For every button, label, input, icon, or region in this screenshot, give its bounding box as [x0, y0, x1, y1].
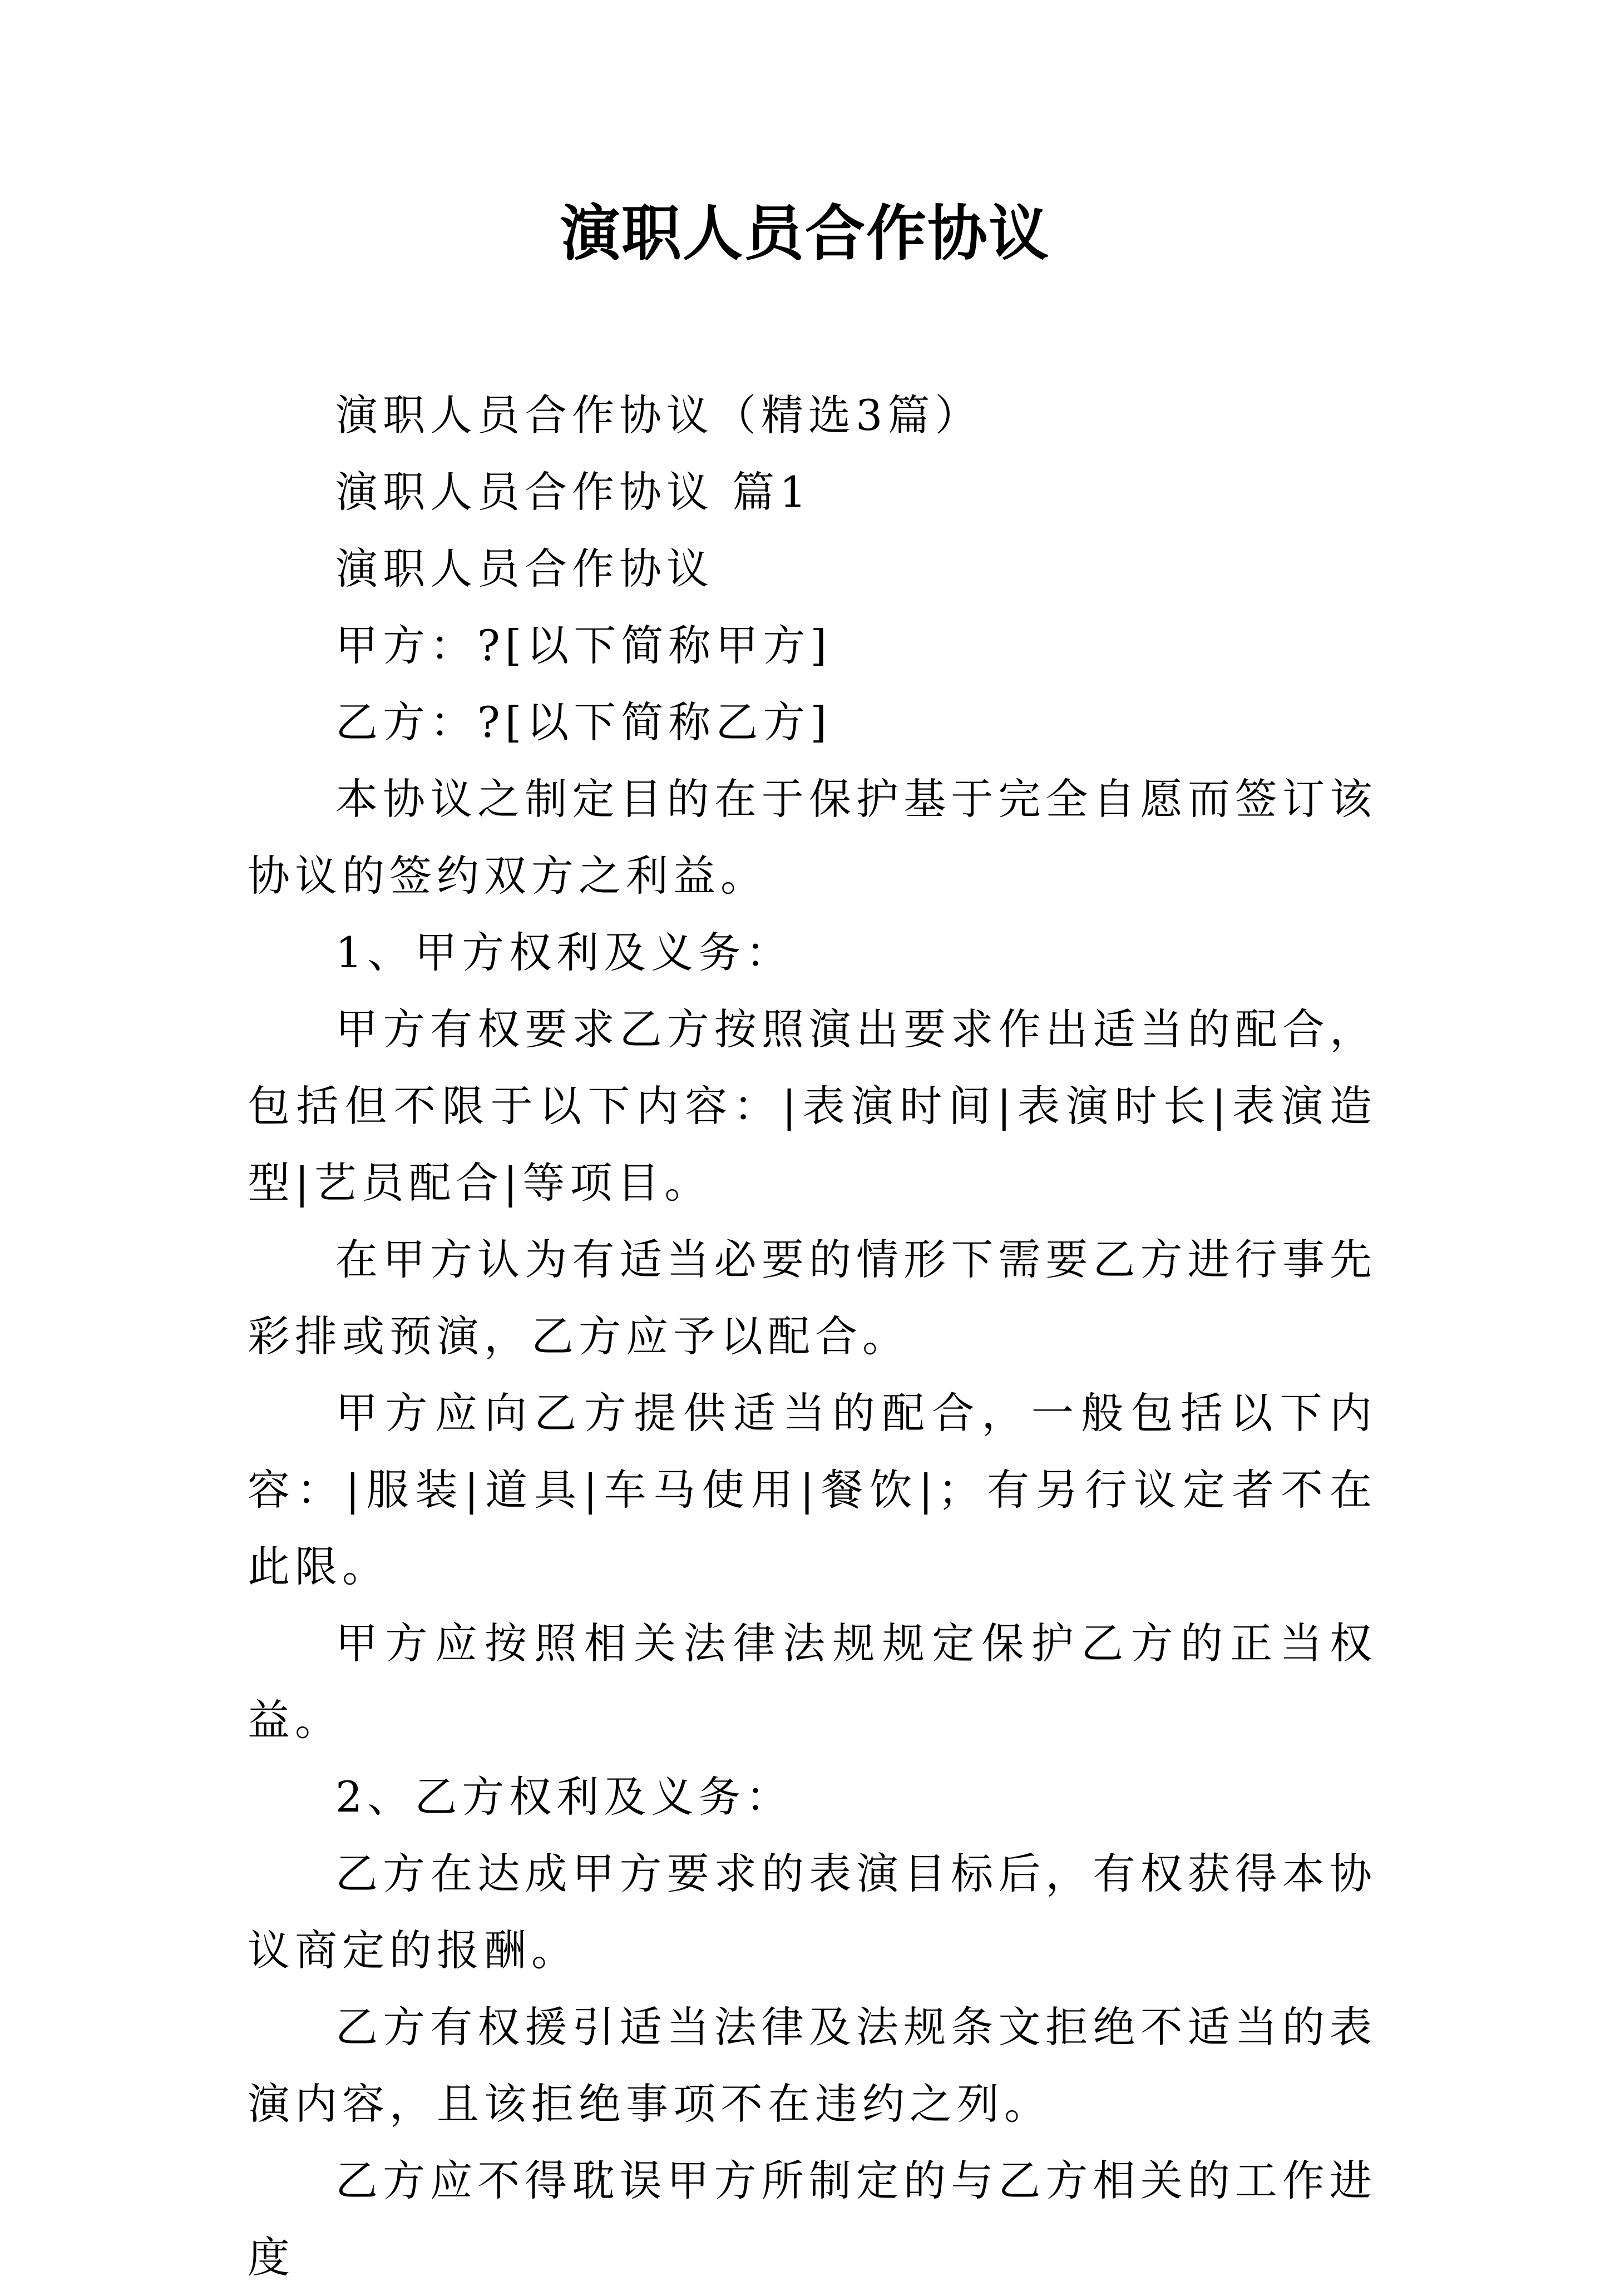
paragraph: 乙方有权援引适当法律及法规条文拒绝不适当的表演内容，且该拒绝事项不在违约之列。 [248, 2002, 1377, 2129]
paragraph: 乙方应不得耽误甲方所制定的与乙方相关的工作进度 [248, 2156, 1377, 2282]
paragraph: 演职人员合作协议 篇1 [335, 467, 812, 517]
paragraph: 甲方：?[以下简称甲方] [335, 621, 832, 670]
paragraph: 甲方有权要求乙方按照演出要求作出适当的配合，包括但不限于以下内容：|表演时间|表演时长|表演造型|艺员配合|等项目。 [248, 1004, 1377, 1208]
paragraph: 演职人员合作协议 [335, 544, 714, 593]
paragraph: 演职人员合作协议（精选3篇） [335, 390, 982, 440]
document-title: 演职人员合作协议 [560, 199, 1050, 269]
paragraph: 本协议之制定目的在于保护基于完全自愿而签订该协议的签约双方之利益。 [248, 774, 1377, 900]
paragraph: 甲方应按照相关法律法规规定保护乙方的正当权益。 [248, 1619, 1377, 1745]
paragraph: 1、甲方权利及义务： [335, 928, 793, 977]
paragraph: 乙方：?[以下简称乙方] [335, 697, 832, 747]
paragraph: 2、乙方权利及义务： [335, 1772, 793, 1822]
paragraph: 乙方在达成甲方要求的表演目标后，有权获得本协议商定的报酬。 [248, 1849, 1377, 1975]
paragraph: 在甲方认为有适当必要的情形下需要乙方进行事先彩排或预演，乙方应予以配合。 [248, 1235, 1377, 1361]
paragraph: 甲方应向乙方提供适当的配合，一般包括以下内容：|服装|道具|车马使用|餐饮|；有另行议定者不在此限。 [248, 1388, 1377, 1591]
document-body [248, 377, 1377, 2296]
